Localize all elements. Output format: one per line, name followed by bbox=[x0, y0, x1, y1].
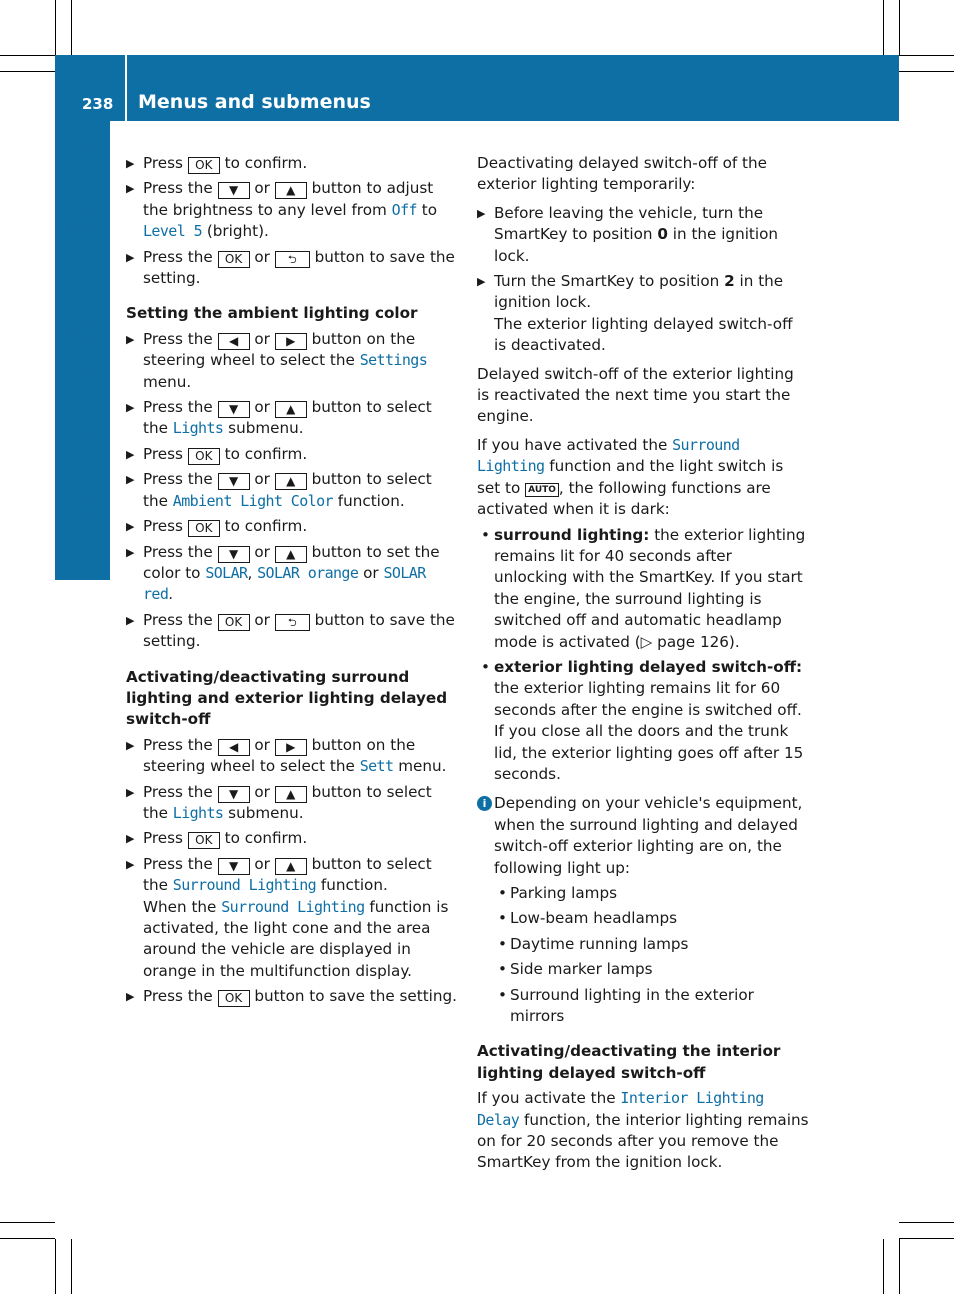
instruction-step: ▶ Turn the SmartKey to position 2 in the ignition lock. The exterior lighting delayed switch-off is deactivated. bbox=[477, 272, 793, 355]
up-key: ▲ bbox=[275, 473, 307, 490]
list-item: • Daytime running lamps bbox=[477, 934, 809, 955]
display-text: Sett bbox=[359, 757, 394, 776]
display-text: Off bbox=[391, 200, 417, 219]
up-key: ▲ bbox=[275, 858, 307, 875]
display-text: Lights bbox=[172, 419, 224, 438]
section-heading: Setting the ambient lighting color bbox=[126, 304, 418, 323]
down-key: ▼ bbox=[218, 182, 250, 199]
section-title: Menus and submenus bbox=[138, 91, 371, 113]
chapter-title: On-board computer and displays bbox=[69, 143, 95, 549]
step-arrow-icon: ▶ bbox=[126, 613, 135, 627]
section-heading: Activating/deactivating the interior lighting delayed switch-off bbox=[477, 1042, 781, 1082]
bullet-icon: • bbox=[498, 909, 507, 928]
crop-mark bbox=[71, 1239, 72, 1294]
crop-mark bbox=[55, 0, 56, 55]
ok-key: OK bbox=[218, 990, 250, 1007]
display-text: Level 5 bbox=[143, 222, 203, 241]
ok-key: OK bbox=[218, 251, 250, 268]
back-key-icon: ⮌ bbox=[275, 614, 310, 631]
crop-mark bbox=[0, 55, 55, 56]
right-key: ▶ bbox=[275, 739, 307, 756]
instruction-step: ▶ Press the ◀ or ▶ button on the steering wheel to select the Sett menu. bbox=[126, 735, 447, 776]
up-key: ▲ bbox=[275, 546, 307, 563]
instruction-step: ▶ Press the OK or ⮌ button to save the setting. bbox=[126, 247, 455, 288]
display-text: Lights bbox=[172, 803, 224, 822]
crop-mark bbox=[0, 71, 55, 72]
display-text: Settings bbox=[359, 351, 428, 370]
right-column bbox=[477, 153, 809, 1181]
down-key: ▼ bbox=[218, 786, 250, 803]
bullet-item: • surround lighting: the exterior lighting remains lit for 40 seconds after unlocking with the SmartKey. If you start the engine, the surround lighting is switched off and automatic headlamp mode is activated (▷ page 126). bbox=[481, 525, 806, 651]
display-text: Surround Lighting bbox=[477, 435, 740, 476]
step-arrow-icon: ▶ bbox=[126, 832, 135, 846]
list-item: • Low-beam headlamps bbox=[477, 908, 809, 929]
step-arrow-icon: ▶ bbox=[126, 738, 135, 752]
down-key: ▼ bbox=[218, 473, 250, 490]
info-icon: i bbox=[477, 796, 492, 811]
display-text: Surround Lighting bbox=[172, 876, 317, 895]
display-text: Interior Lighting Delay bbox=[477, 1089, 764, 1129]
step-arrow-icon: ▶ bbox=[126, 332, 135, 346]
down-key: ▼ bbox=[218, 858, 250, 875]
step-arrow-icon: ▶ bbox=[126, 447, 135, 461]
step-arrow-icon: ▶ bbox=[126, 401, 135, 415]
crop-mark bbox=[55, 1239, 56, 1294]
down-key: ▼ bbox=[218, 546, 250, 563]
left-key: ◀ bbox=[218, 739, 250, 756]
list-item: • Side marker lamps bbox=[477, 959, 809, 980]
crop-mark bbox=[883, 1239, 884, 1294]
up-key: ▲ bbox=[275, 786, 307, 803]
auto-switch-icon: AUTO bbox=[525, 483, 559, 497]
crop-mark bbox=[899, 55, 954, 56]
instruction-step: ▶ Press OK to confirm. bbox=[126, 153, 458, 174]
paragraph: Deactivating delayed switch-off of the exterior lighting temporarily: bbox=[477, 154, 767, 194]
left-column bbox=[126, 153, 458, 1012]
crop-mark bbox=[899, 1238, 954, 1239]
ok-key: OK bbox=[188, 448, 220, 465]
instruction-step: ▶ Press OK to confirm. bbox=[126, 444, 458, 465]
display-text: SOLAR bbox=[205, 563, 248, 582]
crop-mark bbox=[0, 1238, 55, 1239]
bullet-icon: • bbox=[481, 525, 490, 544]
step-arrow-icon: ▶ bbox=[126, 545, 135, 559]
instruction-step: ▶ Press OK to confirm. bbox=[126, 516, 458, 537]
instruction-step: ▶ Press the OK or ⮌ button to save the setting. bbox=[126, 610, 455, 651]
step-arrow-icon: ▶ bbox=[477, 275, 486, 289]
bullet-icon: • bbox=[498, 960, 507, 979]
page-number: 238 bbox=[82, 95, 114, 113]
crop-mark bbox=[899, 1222, 954, 1223]
instruction-step: ▶ Press the ▼ or ▲ button to select the Ambient Light Color function. bbox=[126, 470, 432, 510]
up-key: ▲ bbox=[275, 182, 307, 199]
ok-key: OK bbox=[188, 520, 220, 537]
bullet-icon: • bbox=[498, 985, 507, 1004]
display-text: Ambient Light Color bbox=[172, 491, 333, 510]
crop-mark bbox=[883, 0, 884, 55]
list-item: • Parking lamps bbox=[477, 883, 809, 904]
step-arrow-icon: ▶ bbox=[126, 857, 135, 871]
crop-mark bbox=[0, 1222, 55, 1223]
instruction-step: ▶ Press the ▼ or ▲ button to adjust the brightness to any level from Off to Level 5 (bright). bbox=[126, 179, 438, 241]
step-arrow-icon: ▶ bbox=[126, 250, 135, 264]
ok-key: OK bbox=[188, 157, 220, 174]
list-item: • Surround lighting in the exterior mirrors bbox=[498, 985, 754, 1026]
instruction-step: ▶ Press the ▼ or ▲ button to select the Lights submenu. bbox=[126, 782, 432, 822]
instruction-step: ▶ Before leaving the vehicle, turn the SmartKey to position 0 in the ignition lock. bbox=[477, 203, 779, 265]
paragraph: If you activate the Interior Lighting Delay function, the interior lighting remains on for 20 seconds after you remove the SmartKey from the ignition lock. bbox=[477, 1089, 809, 1172]
bullet-item: • exterior lighting delayed switch-off: the exterior lighting remains lit for 60 seconds after the engine is switched off. If you close all the doors and the trunk lid, the exterior lighting goes off after 15 seconds. bbox=[481, 657, 804, 783]
instruction-step: ▶ Press the ▼ or ▲ button to set the color to SOLAR, SOLAR orange or SOLAR red. bbox=[126, 542, 440, 604]
bullet-icon: • bbox=[481, 657, 490, 676]
up-key: ▲ bbox=[275, 401, 307, 418]
instruction-step: ▶ Press the ▼ or ▲ button to select the Lights submenu. bbox=[126, 398, 432, 438]
ok-key: OK bbox=[188, 832, 220, 849]
back-key-icon: ⮌ bbox=[275, 251, 310, 268]
instruction-step: ▶ Press the ▼ or ▲ button to select the Surround Lighting function. When the Surround Lighting function is activated, the light cone and the area around the vehicle are displayed in orange in the multifunction display. bbox=[126, 854, 449, 980]
left-key: ◀ bbox=[218, 333, 250, 350]
step-arrow-icon: ▶ bbox=[477, 206, 486, 220]
bullet-icon: • bbox=[498, 884, 507, 902]
paragraph: If you have activated the Surround Lighting function and the light switch is set to AUTO , the following functions are activated when it is dark: bbox=[477, 435, 784, 519]
step-arrow-icon: ▶ bbox=[126, 473, 135, 487]
step-arrow-icon: ▶ bbox=[126, 182, 135, 196]
info-note: i Depending on your vehicle's equipment, when the surround lighting and delayed switch-off exterior lighting are on, the following light up: bbox=[477, 793, 809, 879]
step-arrow-icon: ▶ bbox=[126, 520, 135, 534]
crop-mark bbox=[899, 71, 954, 72]
crop-mark bbox=[899, 1239, 900, 1294]
crop-mark bbox=[899, 0, 900, 55]
down-key: ▼ bbox=[218, 401, 250, 418]
header-divider bbox=[125, 55, 127, 121]
paragraph: Delayed switch-off of the exterior lighting is reactivated the next time you start the engine. bbox=[477, 364, 794, 426]
instruction-step: ▶ Press the OK button to save the setting. bbox=[126, 986, 458, 1007]
display-text: SOLAR orange bbox=[257, 563, 359, 582]
step-arrow-icon: ▶ bbox=[126, 990, 135, 1004]
instruction-step: ▶ Press OK to confirm. bbox=[126, 828, 458, 849]
crop-mark bbox=[71, 0, 72, 55]
ok-key: OK bbox=[218, 614, 250, 631]
step-arrow-icon: ▶ bbox=[126, 785, 135, 799]
section-heading: Activating/deactivating surround lighting and exterior lighting delayed switch-off bbox=[126, 667, 448, 729]
display-text: Surround Lighting bbox=[221, 897, 365, 916]
display-text: SOLAR red bbox=[143, 563, 426, 604]
right-key: ▶ bbox=[275, 333, 307, 350]
step-arrow-icon: ▶ bbox=[126, 157, 135, 170]
instruction-step: ▶ Press the ◀ or ▶ button on the steering wheel to select the Settings menu. bbox=[126, 329, 428, 391]
bullet-icon: • bbox=[498, 934, 507, 953]
